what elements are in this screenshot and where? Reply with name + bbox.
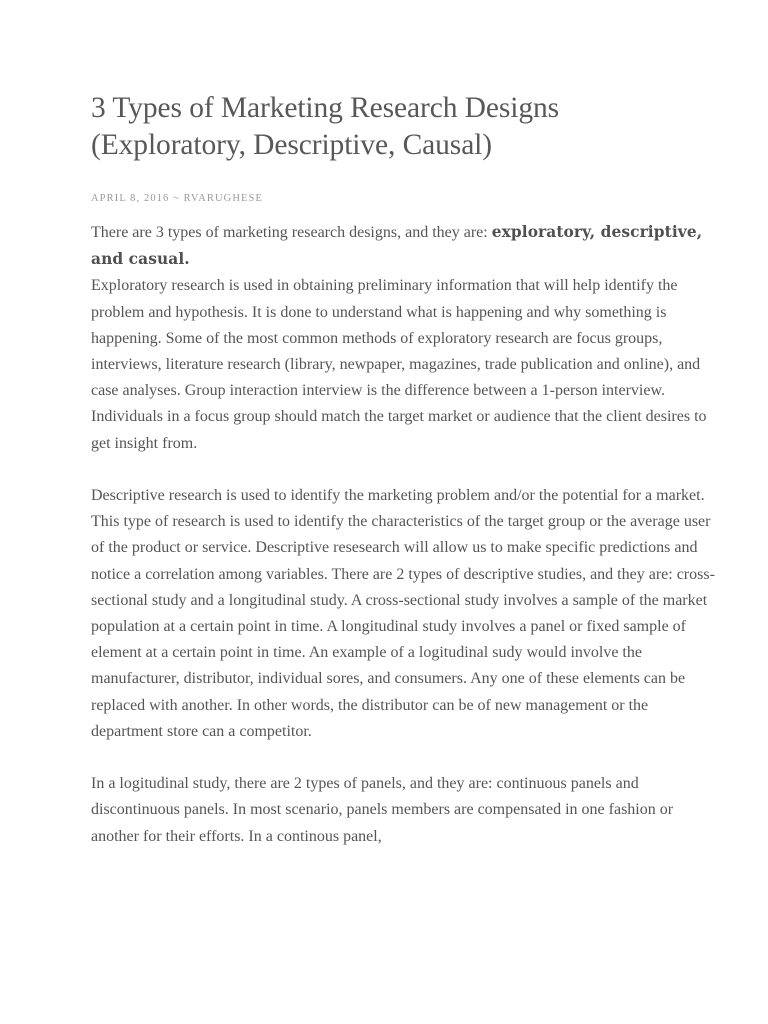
paragraph-exploratory: Exploratory research is used in obtaining preliminary information that will help identify the problem and hypothesis. It is done to understand what is happening and why something is happening. Some of the most common methods of exploratory research are focus groups, interviews, literature research (library, newpaper, magazines, trade publication and online), and case analyses. Group interaction interview is the difference between a 1-person interview. Individuals in a focus group should match the target market or audience that the client desires to get insight from. — [91, 277, 707, 452]
post-date-link[interactable]: APRIL 8, 2016 — [91, 193, 170, 204]
article-title: 3 Types of Marketing Research Designs (Exploratory, Descriptive, Causal) — [91, 92, 560, 161]
paragraph-panels: In a logitudinal study, there are 2 types of panels, and they are: continuous panels and discontinuous panels. In most scenario, panels members are compensated in one fashion or another for their efforts. In a continous panel, — [91, 775, 674, 845]
post-meta — [91, 192, 717, 206]
meta-separator: ~ — [169, 193, 184, 204]
article-body — [91, 219, 717, 850]
author-link[interactable]: RVARUGHESE — [183, 193, 264, 204]
paragraph-descriptive: Descriptive research is used to identify the marketing problem and/or the potential for a market. This type of research is used to identify the characteristics of the target group or the average user of the product or service. Descriptive resesearch will allow us to make specific predictions and notice a correlation among variables. There are 2 types of descriptive studies, and they are: cross-sectional study and a longitudinal study. A cross-sectional study involves a sample of the market population at a certain point in time. A longitudinal study involves a panel or fixed sample of element at a certain point in time. An example of a logitudinal sudy would involve the manufacturer, distributor, individual sores, and consumers. Any one of these elements can be replaced with another. In other words, the distributor can be of new management or the department store can a competitor. — [91, 487, 715, 740]
intro-text: There are 3 types of marketing research designs, and they are: — [91, 224, 492, 241]
intro-bold-text: exploratory, descriptive, and casual. — [91, 223, 703, 269]
intro-paragraph — [91, 219, 717, 273]
article — [91, 90, 717, 850]
